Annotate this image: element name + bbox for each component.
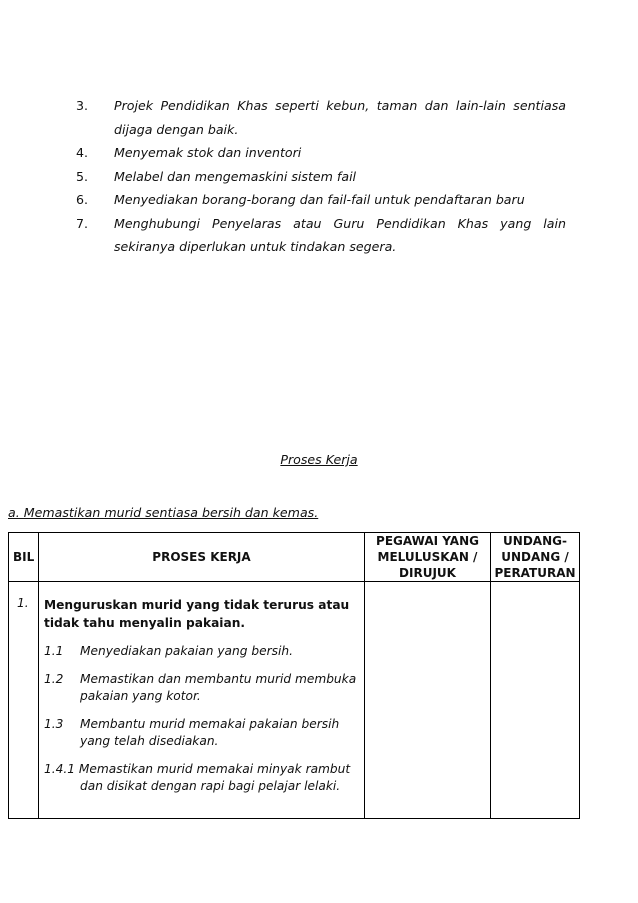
list-item-number: 4. xyxy=(76,145,89,160)
process-step xyxy=(44,643,358,660)
task-list xyxy=(76,94,566,259)
list-item-text: Projek Pendidikan Khas seperti kebun, taman dan lain-lain sentiasa dijaga dengan baik. xyxy=(114,98,566,137)
list-item xyxy=(76,141,566,165)
list-item-text: Menyemak stok dan inventori xyxy=(114,145,302,160)
sub-title: a. Memastikan murid sentiasa bersih dan kemas. xyxy=(8,505,319,520)
list-item-number: 7. xyxy=(76,215,89,231)
list-item xyxy=(76,212,566,259)
process-table xyxy=(8,532,580,819)
step-number: 1.3 xyxy=(44,717,64,731)
process-step xyxy=(44,671,358,705)
row-undang-undang xyxy=(491,582,580,819)
header-proses-kerja: PROSES KERJA xyxy=(39,533,365,582)
list-item-number: 6. xyxy=(76,192,89,207)
list-item-number: 3. xyxy=(76,98,89,113)
list-item-text: Melabel dan mengemaskini sistem fail xyxy=(114,168,357,184)
process-step xyxy=(44,716,358,750)
header-undang-undang: UNDANG-UNDANG / PERATURAN xyxy=(491,533,580,582)
step-number: 1.2 xyxy=(44,672,64,686)
header-bil: BIL xyxy=(9,533,39,582)
list-item xyxy=(76,94,566,141)
header-pegawai: PEGAWAI YANG MELULUSKAN / DIRUJUK xyxy=(365,533,491,582)
process-heading: Menguruskan murid yang tidak terurus atau tidak tahu menyalin pakaian. xyxy=(44,598,350,630)
list-item xyxy=(76,188,566,212)
row-process xyxy=(39,582,365,819)
list-item-number: 5. xyxy=(76,168,89,184)
table-header-row xyxy=(9,533,580,582)
step-text: Menyediakan pakaian yang bersih. xyxy=(80,644,293,658)
step-number: 1.1 xyxy=(44,644,64,658)
list-item xyxy=(76,165,566,189)
step-text-continued: dan disikat dengan rapi bagi pelajar lelaki. xyxy=(80,779,341,793)
step-number: 1.4.1 xyxy=(44,762,76,776)
step-text: Membantu murid memakai pakaian bersih yang telah disediakan. xyxy=(80,717,340,748)
step-text: Memastikan dan membantu murid membuka pakaian yang kotor. xyxy=(80,672,357,703)
table-row xyxy=(9,582,580,819)
list-item-text: Menghubungi Penyelaras atau Guru Pendidikan Khas yang lain sekiranya diperlukan untuk tindakan segera. xyxy=(114,215,566,254)
process-step xyxy=(44,761,358,795)
list-item-text: Menyediakan borang-borang dan fail-fail untuk pendaftaran baru xyxy=(114,192,525,207)
section-title: Proses Kerja xyxy=(280,452,358,467)
step-text: Memastikan murid memakai minyak rambut xyxy=(78,762,351,776)
row-number: 1. xyxy=(9,582,39,819)
row-pegawai xyxy=(365,582,491,819)
